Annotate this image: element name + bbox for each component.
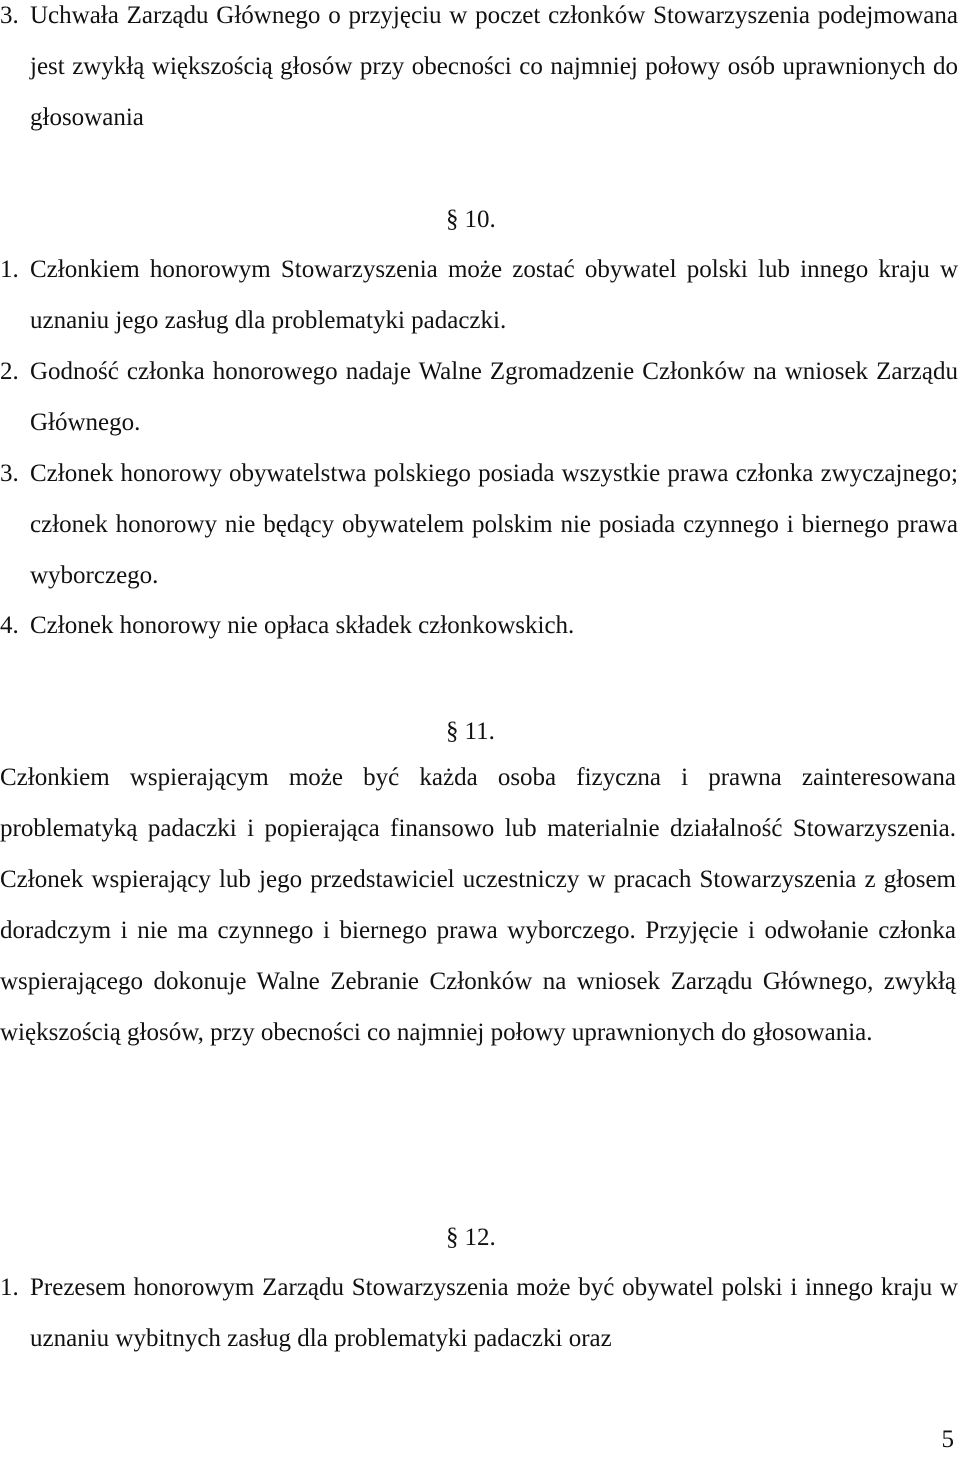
list-item-text: Godność członka honorowego nadaje Walne Zgromadzenie Członków na wniosek Zarządu Głównego. — [30, 358, 958, 436]
section-number: 10. — [464, 206, 496, 233]
section-number: 12. — [464, 1224, 496, 1251]
list-item-number: 3. — [0, 2, 19, 29]
list-item — [0, 1262, 958, 1364]
list-item-number: 2. — [0, 358, 19, 385]
section-symbol: § — [446, 1224, 459, 1251]
section-symbol: § — [446, 206, 459, 233]
list-item-number: 1. — [0, 1274, 19, 1301]
list-item-number: 1. — [0, 256, 19, 283]
list-item — [0, 244, 958, 346]
list-item — [0, 448, 958, 601]
section-number: 11. — [464, 718, 495, 745]
list-item — [0, 0, 958, 143]
list-item-text: Członkiem honorowym Stowarzyszenia może zostać obywatel polski lub innego kraju w uznaniu jego zasług dla problematyki padaczki. — [30, 256, 958, 334]
list-item-text: Członek honorowy nie opłaca składek członkowskich. — [30, 612, 575, 639]
list-item — [0, 346, 958, 448]
page-number: 5 — [941, 1426, 954, 1453]
list-item-text: Prezesem honorowym Zarządu Stowarzyszenia może być obywatel polski i innego kraju w uznaniu wybitnych zasług dla problematyki padaczki oraz — [30, 1274, 958, 1352]
list-item-text: Uchwała Zarządu Głównego o przyjęciu w poczet członków Stowarzyszenia podejmowana jest zwykłą większością głosów przy obecności co najmniej połowy osób uprawnionych do głosowania — [30, 2, 958, 131]
section-symbol: § — [446, 718, 459, 745]
list-item-number: 3. — [0, 460, 19, 487]
list-item — [0, 600, 958, 651]
section-heading-11 — [0, 706, 960, 757]
section-heading-12 — [0, 1212, 960, 1263]
list-item-number: 4. — [0, 612, 19, 639]
section-11-paragraph: Członkiem wspierającym może być każda osoba fizyczna i prawna zainteresowana problematyką padaczki i popierająca finansowo lub materialnie działalność Stowarzyszenia. Członek wspierający lub jego przedstawiciel uczestniczy w pracach Stowarzyszenia z głosem doradczym i nie ma czynnego i biernego prawa wyborczego. Przyjęcie i odwołanie członka wspierającego dokonuje Walne Zebranie Członków na wniosek Zarządu Głównego, zwykłą większością głosów, przy obecności co najmniej połowy uprawnionych do głosowania. — [0, 764, 956, 1046]
section-heading-10 — [0, 194, 960, 245]
list-item-text: Członek honorowy obywatelstwa polskiego posiada wszystkie prawa członka zwyczajnego; członek honorowy nie będący obywatelem polskim nie posiada czynnego i biernego prawa wyborczego. — [30, 460, 958, 589]
